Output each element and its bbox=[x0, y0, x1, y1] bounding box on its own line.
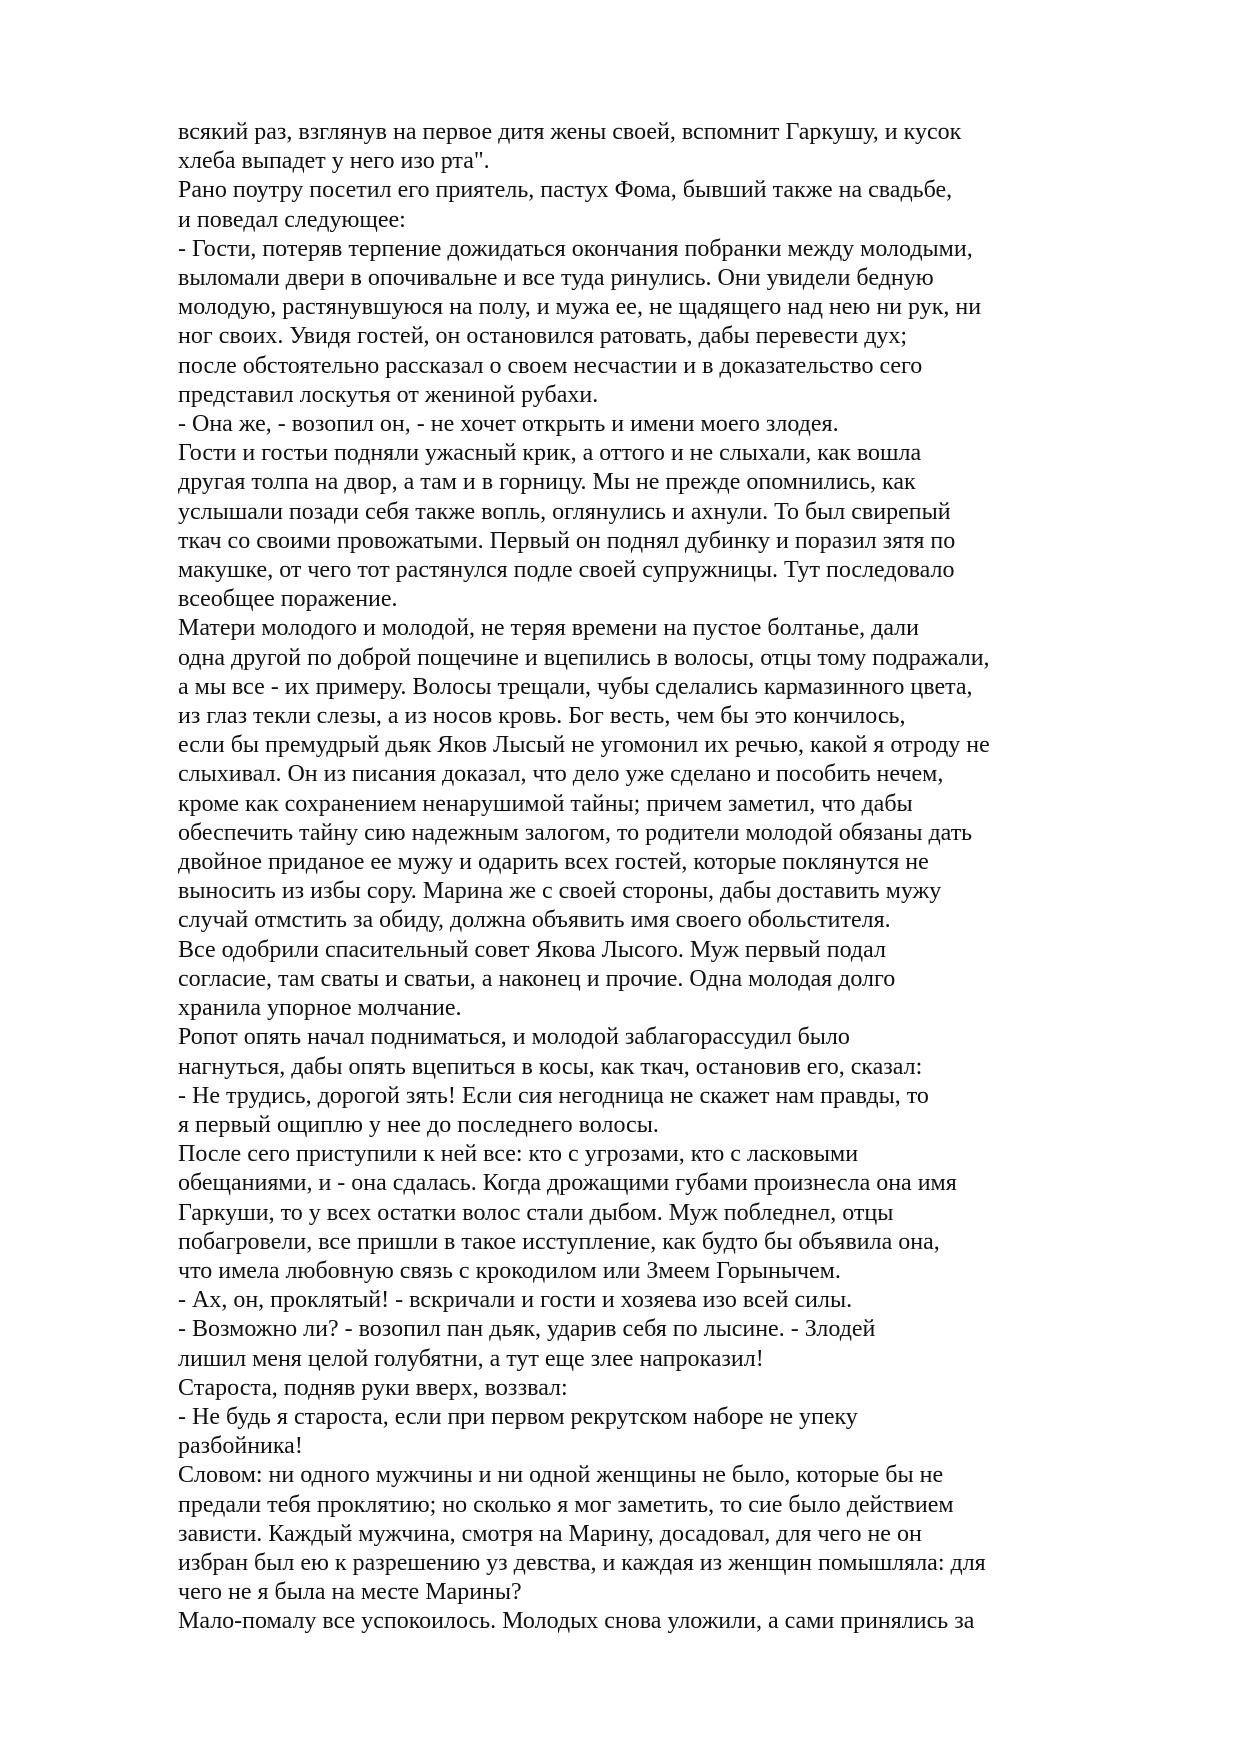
text-line: Словом: ни одного мужчины и ни одной женщины не было, которые бы не bbox=[178, 1462, 944, 1489]
text-line: избран был ею к разрешению уз девства, и каждая из женщин помышляла: для bbox=[178, 1549, 986, 1576]
text-line: и поведал следующее: bbox=[178, 206, 406, 233]
text-line: - Она же, - возопил он, - не хочет открыть и имени моего злодея. bbox=[178, 411, 839, 438]
text-line: Все одобрили спасительный совет Якова Лысого. Муж первый подал bbox=[178, 936, 886, 963]
text-line: слыхивал. Он из писания доказал, что дело уже сделано и пособить нечем, bbox=[178, 761, 944, 788]
text-line: лишил меня целой голубятни, а тут еще злее напроказил! bbox=[178, 1345, 764, 1372]
text-line: Рано поутру посетил его приятель, пастух Фома, бывший также на свадьбе, bbox=[178, 177, 953, 204]
text-line: Староста, подняв руки вверх, воззвал: bbox=[178, 1374, 568, 1401]
text-line: другая толпа на двор, а там и в горницу. Мы не прежде опомнились, как bbox=[178, 469, 916, 496]
text-line: молодую, растянувшуюся на полу, и мужа ее, не щадящего над нею ни рук, ни bbox=[178, 294, 982, 321]
text-line: ног своих. Увидя гостей, он остановился ратовать, дабы перевести дух; bbox=[178, 323, 908, 350]
text-line: что имела любовную связь с крокодилом или Змеем Горынычем. bbox=[178, 1257, 841, 1284]
text-line: услышали позади себя также вопль, оглянулись и ахнули. То был свирепый bbox=[178, 498, 951, 525]
text-line: кроме как сохранением ненарушимой тайны; причем заметил, что дабы bbox=[178, 790, 913, 817]
document-text bbox=[178, 118, 1058, 1637]
text-line: Мало-помалу все успокоилось. Молодых снова уложили, а сами принялись за bbox=[178, 1608, 975, 1635]
text-line: - Не трудись, дорогой зять! Если сия негодница не скажет нам правды, то bbox=[178, 1082, 929, 1109]
text-line: разбойника! bbox=[178, 1433, 303, 1460]
text-line: предали тебя проклятию; но сколько я мог заметить, то сие было действием bbox=[178, 1491, 954, 1518]
text-line: случай отмстить за обиду, должна объявить имя своего обольстителя. bbox=[178, 907, 891, 934]
text-line: обеспечить тайну сию надежным залогом, то родители молодой обязаны дать bbox=[178, 819, 973, 846]
text-line: после обстоятельно рассказал о своем несчастии и в доказательство сего bbox=[178, 352, 923, 379]
text-line: - Ах, он, проклятый! - вскричали и гости и хозяева изо всей силы. bbox=[178, 1287, 853, 1314]
text-line: обещаниями, и - она сдалась. Когда дрожащими губами произнесла она имя bbox=[178, 1170, 957, 1197]
text-line: - Гости, потеряв терпение дожидаться окончания побранки между молодыми, bbox=[178, 235, 973, 262]
text-line: из глаз текли слезы, а из носов кровь. Бог весть, чем бы это кончилось, bbox=[178, 703, 906, 730]
text-line: хлеба выпадет у него изо рта". bbox=[178, 148, 490, 175]
text-line: одна другой по доброй пощечине и вцепились в волосы, отцы тому подражали, bbox=[178, 644, 990, 671]
text-line: а мы все - их примеру. Волосы трещали, чубы сделались кармазинного цвета, bbox=[178, 673, 973, 700]
text-line: чего не я была на месте Марины? bbox=[178, 1579, 522, 1606]
text-line: Гости и гостьи подняли ужасный крик, а оттого и не слыхали, как вошла bbox=[178, 440, 922, 467]
text-line: нагнуться, дабы опять вцепиться в косы, как ткач, остановив его, сказал: bbox=[178, 1053, 923, 1080]
text-line: побагровели, все пришли в такое исступление, как будто бы объявила она, bbox=[178, 1228, 940, 1255]
text-line: макушке, от чего тот растянулся подле своей супружницы. Тут последовало bbox=[178, 557, 955, 584]
text-line: выносить из избы сору. Марина же с своей стороны, дабы доставить мужу bbox=[178, 878, 942, 905]
text-line: выломали двери в опочивальне и все туда ринулись. Они увидели бедную bbox=[178, 265, 934, 292]
text-line: всякий раз, взглянув на первое дитя жены своей, вспомнит Гаркушу, и кусок bbox=[178, 119, 962, 145]
text-line: двойное приданое ее мужу и одарить всех гостей, которые поклянутся не bbox=[178, 849, 929, 876]
text-line: если бы премудрый дьяк Яков Лысый не угомонил их речью, какой я отроду не bbox=[178, 732, 990, 759]
text-line: - Возможно ли? - возопил пан дьяк, ударив себя по лысине. - Злодей bbox=[178, 1316, 876, 1343]
text-line: Матери молодого и молодой, не теряя времени на пустое болтанье, дали bbox=[178, 615, 919, 642]
text-line: хранила упорное молчание. bbox=[178, 995, 462, 1022]
text-line: представил лоскутья от жениной рубахи. bbox=[178, 381, 599, 408]
text-line: согласие, там сваты и сватьи, а наконец и прочие. Одна молодая долго bbox=[178, 965, 896, 992]
text-line: я первый ощиплю у нее до последнего волосы. bbox=[178, 1111, 659, 1138]
text-line: ткач со своими провожатыми. Первый он поднял дубинку и поразил зятя по bbox=[178, 527, 956, 554]
text-line: Ропот опять начал подниматься, и молодой заблагорассудил было bbox=[178, 1024, 850, 1051]
text-line: всеобщее поражение. bbox=[178, 586, 398, 613]
text-line: - Не будь я староста, если при первом рекрутском наборе не упеку bbox=[178, 1403, 858, 1430]
text-line: Гаркуши, то у всех остатки волос стали дыбом. Муж побледнел, отцы bbox=[178, 1199, 894, 1226]
text-line: После сего приступили к ней все: кто с угрозами, кто с ласковыми bbox=[178, 1141, 859, 1168]
text-line: зависти. Каждый мужчина, смотря на Марину, досадовал, для чего не он bbox=[178, 1520, 922, 1547]
